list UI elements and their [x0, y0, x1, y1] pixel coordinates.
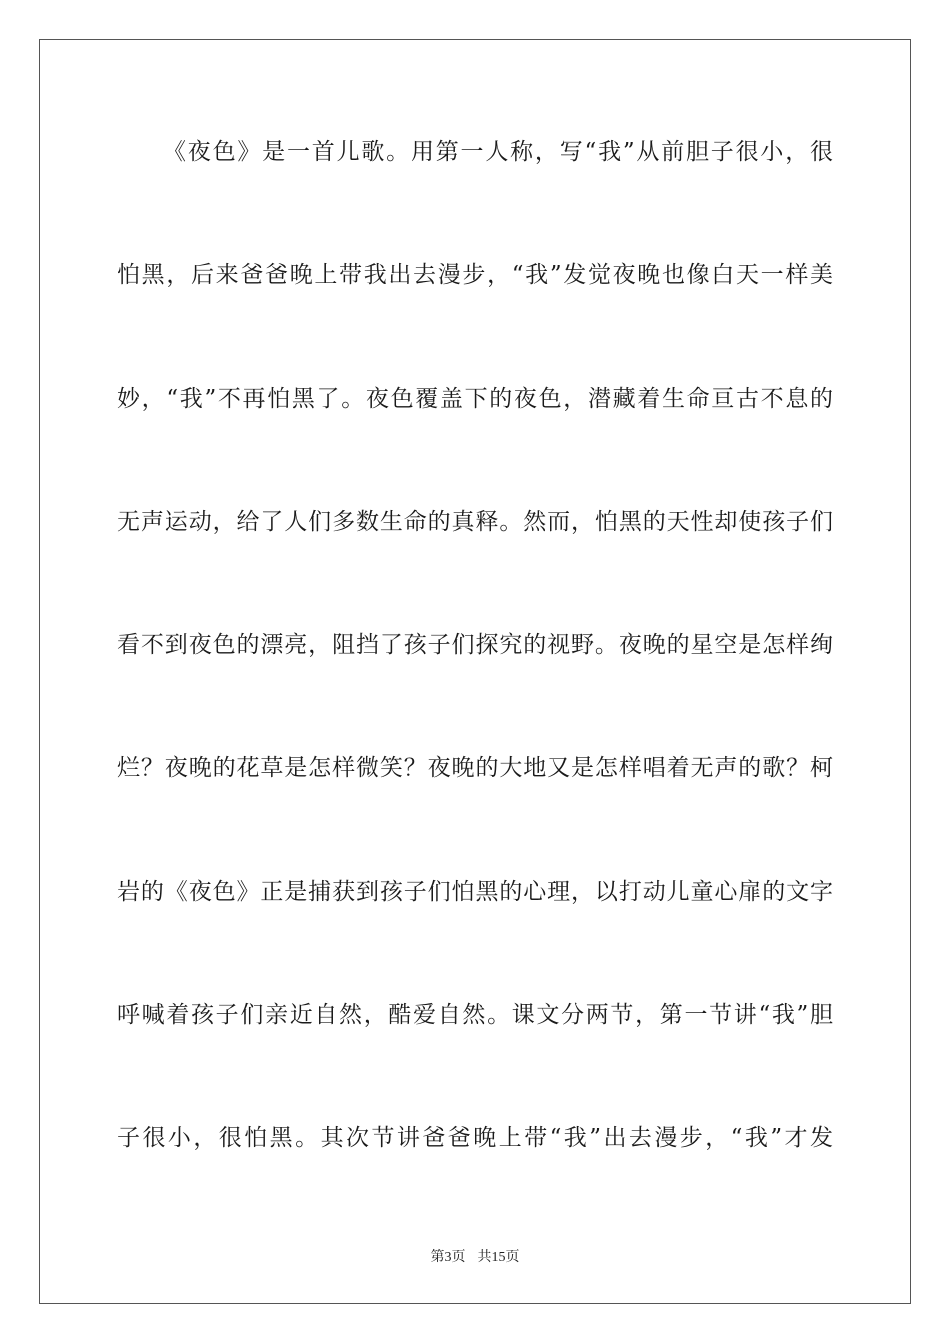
text-line: 妙，“我”不再怕黑了。夜色覆盖下的夜色，潜藏着生命亘古不息的	[117, 385, 833, 412]
text-line: 无声运动，给了人们多数生命的真释。然而，怕黑的天性却使孩子们	[117, 508, 833, 535]
text-line: 《夜色》是一首儿歌。用第一人称，写“我”从前胆子很小，很	[163, 139, 833, 165]
text-line: 子很小，很怕黑。其次节讲爸爸晚上带“我”出去漫步，“我”才发	[117, 1125, 833, 1152]
page-footer	[0, 1246, 950, 1266]
text-line: 怕黑，后来爸爸晚上带我出去漫步，“我”发觉夜晚也像白天一样美	[117, 262, 833, 289]
page-total: 共15页	[477, 1250, 520, 1265]
text-line: 岩的《夜色》正是捕获到孩子们怕黑的心理，以打动儿童心扉的文字	[117, 878, 833, 905]
body-text	[117, 127, 833, 1237]
text-line: 看不到夜色的漂亮，阻挡了孩子们探究的视野。夜晚的星空是怎样绚	[117, 632, 833, 659]
page-number: 第3页	[430, 1250, 466, 1265]
text-line: 呼喊着孩子们亲近自然，酷爱自然。课文分两节，第一节讲“我”胆	[117, 1002, 833, 1029]
text-line: 烂？夜晚的花草是怎样微笑？夜晚的大地又是怎样唱着无声的歌？柯	[117, 755, 833, 782]
